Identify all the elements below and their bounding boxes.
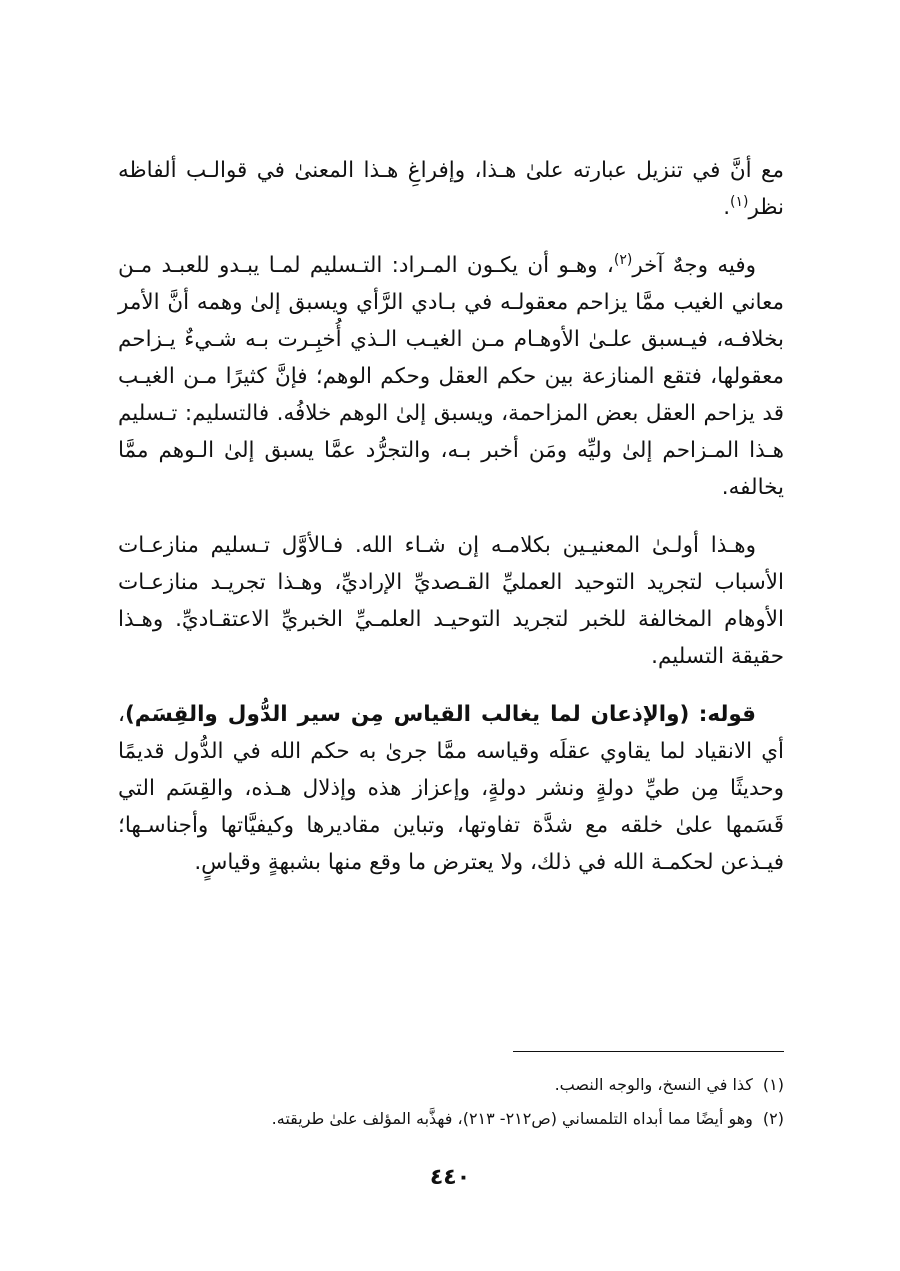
paragraph-2 [118,247,784,506]
paragraph-1-end: . [723,195,731,220]
paragraph-1-text: مع أنَّ في تنزيل عبارته علىٰ هـذا، وإفراغِ هـذا المعنىٰ في قوالـب ألفاظه نظر [118,158,784,220]
footnote-1-number: (١) [762,1075,784,1094]
paragraph-1 [118,152,784,226]
footnote-separator [513,1051,784,1052]
footnote-2-number: (٢) [762,1109,784,1128]
footnote-1 [118,1068,784,1102]
paragraph-4-lead: قوله: [698,702,756,727]
paragraph-4-quote: (والإذعان لما يغالب القياس مِن سير الدُّول والقِسَم) [124,702,690,727]
footnote-2 [118,1102,784,1136]
paragraph-3 [118,527,784,675]
footnotes [118,1068,784,1136]
footnote-2-text: وهو أيضًا مما أبداه التلمساني (ص٢١٢- ٢١٣)، فهذَّبه المؤلف علىٰ طريقته. [271,1109,753,1128]
footnote-ref-2[interactable]: (٢) [613,251,633,268]
paragraph-2-start: وفيه وجهٌ آخر [632,253,756,278]
footnote-ref-1[interactable]: (١) [730,193,749,210]
paragraph-2-rest: ، وهـو أن يكـون المـراد: التـسليم لمـا يبـدو للعبـد مـن معاني الغيب ممَّا يزاحم معقولـه في بـادي الرَّأي ويسبق إلىٰ وهمه أنَّ الأمر بخلافـه، فيـسبق علـىٰ الأوهـام مـن الغيـب الـذي أُخبِـرت بـه شـيءٌ يـزاحم معقولها، فتقع المنازعة بين حكم العقل وحكم الوهم؛ فإنَّ كثيرًا مـن الغيـب قد يزاحم العقل بعض المزاحمة، ويسبق إلىٰ الوهم خلافُه. فالتسليم: تـسليم هـذا المـزاحم إلىٰ وليِّه ومَن أخبر بـه، والتجرُّد عمَّا يسبق إلىٰ الـوهم ممَّا يخالفه. [118,253,784,500]
footnote-1-text: كذا في النسخ، والوجه النصب. [554,1075,753,1094]
paragraph-3-text: وهـذا أولـىٰ المعنيـين بكلامـه إن شـاء الله. فـالأوَّل تـسليم منازعـات الأسباب لتجريد التوحيد العمليِّ القـصديِّ الإراديِّ، وهـذا تجريـد منازعـات الأوهام المخالفة للخبر لتجريد التوحيـد العلمـيِّ الخبريِّ الاعتقـاديِّ. وهـذا حقيقة التسليم. [118,533,784,669]
main-text [118,152,784,902]
page-number: ٤٤٠ [429,1165,471,1190]
paragraph-4-rest: ، أي الانقياد لما يقاوي عقلَه وقياسه ممَّا جرىٰ به حكم الله في الدُّول قديمًا وحديثًا مِن طيِّ دولةٍ ونشر دولةٍ، وإعزاز هذه وإذلال هـذه، والقِسَم التي قَسَمها علىٰ خلقه مع شدَّة تفاوتها، وتباين مقاديرها وكيفيَّاتها وأجناسـها؛ فيـذعن لحكمـة الله في ذلك، ولا يعترض ما وقع منها بشبهةٍ وقياسٍ. [118,702,784,875]
paragraph-4 [118,696,784,881]
